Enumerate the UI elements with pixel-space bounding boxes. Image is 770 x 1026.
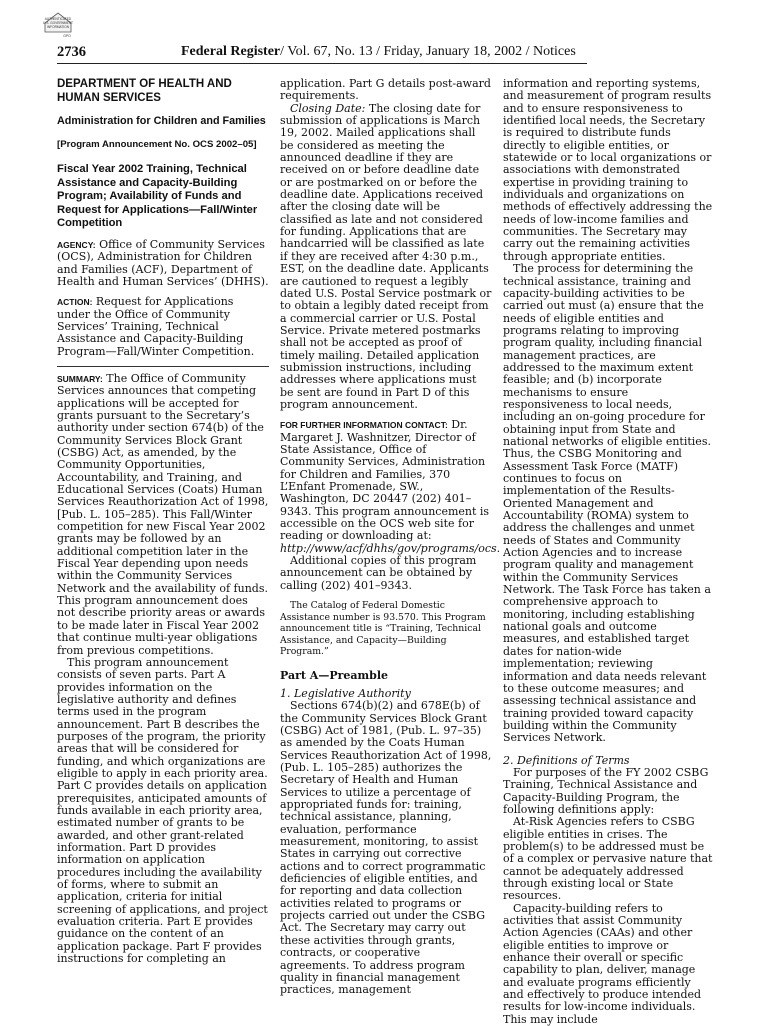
summary-label: SUMMARY: [57, 373, 103, 384]
agency-text: Office of Community Services (OCS), Administration for Children and Families (ACF), Department of Health and Human Services’ (DHHS). [57, 237, 269, 288]
page-header [57, 44, 587, 60]
summary-section [57, 373, 269, 657]
catalog-note: The Catalog of Federal Domestic Assistance number is 93.570. This Program announcement title is “Training, Technical Assistance, and Capacity—Building Program.” [280, 600, 486, 658]
department-heading: DEPARTMENT OF HEALTH AND HUMAN SERVICES [57, 78, 232, 104]
contact-end: . [496, 541, 501, 555]
closing-date-text: The closing date for submission of applications is March 19, 2002. Mailed applications shall be considered as meeting the announced deadline if they are received on or before deadline date or are postmarked on or before the deadline date. Applications received after the closing date will be classified as late and not considered for funding. Applications that are handcarried will be classified as late if they are received after 4:30 p.m., EST, on the deadline date. Applicants are cautioned to request a legibly dated U.S. Postal Service postmark or to obtain a legibly dated receipt from a commercial carrier or U.S. Postal Service. Private metered postmarks shall not be accepted as proof of timely mailing. Detailed application submission instructions, including addresses where applications must be sent are found in Part D of this program announcement. [280, 101, 492, 411]
contact-text: Dr. Margaret J. Washnitzer, Director of State Assistance, Office of Community Services, Administration for Children and Families, 370 L’Enfant Promenade, SW., Washington, DC 20447 (202) 401–9343. This program announcement is accessible on the OCS web site for reading or downloading at: [280, 418, 490, 543]
definition-capacity-building: Capacity-building refers to activities that assist Community Action Agencies (CAAs) and other eligible entities to improve or enhance their overall or specific capability to plan, deliver, manage and evaluate programs efficiently and effectively to produce intended results for low-income individuals. This may include [503, 901, 702, 1026]
column-2 [280, 77, 501, 997]
copies-paragraph: Additional copies of this program announcement can be obtained by calling (202) 401–9343. [280, 554, 477, 592]
definition-at-risk: At-Risk Agencies refers to CSBG eligible entities in crises. The problem(s) to be addressed must be of a complex or pervasive nature that cannot be adequately addressed through existing local or State resources. [503, 815, 713, 903]
column-3 [503, 78, 713, 1026]
svg-text:U.S. GOVERNMENT: U.S. GOVERNMENT [43, 21, 73, 25]
definitions-intro: For purposes of the FY 2002 CSBG Training, Technical Assistance and Capacity-Building Program, the following definitions apply: [503, 765, 709, 816]
action-label: ACTION: [57, 297, 93, 308]
column-1 [57, 78, 269, 965]
header-rule [57, 63, 587, 64]
svg-text:INFORMATION: INFORMATION [46, 25, 70, 29]
legislative-authority-text: Sections 674(b)(2) and 678E(b) of the Community Services Block Grant (CSBG) Act of 1981, (Pub. L. 97–35) as amended by the Coats Human Services Reauthorization Act of 1998, (Pub. L. 105–285) authorizes the Secretary of Health and Human Services to utilize a percentage of appropriated funds for: training, technical assistance, planning, evaluation, performance measurement, monitoring, to assist States in carrying out corrective actions and to correct programmatic deficiencies of eligible entities, and for reporting and data collection activities related to programs or projects carried out under the CSBG Act. The Secretary may carry out these activities through grants, contracts, or cooperative agreements. To address program quality in financial management practices, management [280, 699, 492, 997]
page-number: 2736 [57, 44, 86, 60]
svg-text:GPO: GPO [63, 34, 71, 38]
notice-title: Fiscal Year 2002 Training, Technical Assistance and Capacity-Building Program; Availability of Funds and Request for Applications—Fall/Winter Competition [57, 163, 258, 230]
issue-details: / Vol. 67, No. 13 / Friday, January 18, 2002 / Notices [280, 44, 576, 59]
process-paragraph: The process for determining the technical assistance, training and capacity-building activities to be carried out must (a) ensure that the needs of eligible entities and programs relating to improving program quality, including financial management practices, are addressed to the maximum extent feasible; and (b) incorporate mechanisms to ensure responsiveness to local needs, including an on-going procedure for obtaining input from State and national networks of eligible entities. Thus, the CSBG Monitoring and Assessment Task Force (MATF) continues to focus on implementation of the Results-Oriented Management and Accountability (ROMA) system to address the challenges and unmet needs of States and Community Action Agencies and to increase program quality and management within the Community Services Network. The Task Force has taken a comprehensive approach to monitoring, including establishing national goals and outcome measures, and established target dates for nation-wide implementation; reviewing information and data needs relevant to these outcome measures; and assessing technical assistance and training provided toward capacity building within the Community Services Network. [503, 262, 711, 745]
gpo-authentication-seal [39, 10, 77, 40]
section-divider [57, 366, 269, 367]
continued-paragraph-3: information and reporting systems, and measurement of program results and to ensure responsiveness to identified local needs, the Secretary is required to distribute funds directly to eligible entities, or statewide or to local organizations or associations with demonstrated expertise in providing training to individuals and organizations on methods of effectively addressing the needs of low-income families and communities. The Secretary may carry out the remaining activities through appropriate entities. [503, 77, 713, 263]
action-text: Request for Applications under the Office of Community Services’ Training, Technical Assistance and Capacity-Building Program—Fall/Winter Competition. [57, 295, 255, 358]
legislative-authority-heading: 1. Legislative Authority [280, 686, 411, 700]
running-head [181, 44, 576, 60]
parts-paragraph: This program announcement consists of seven parts. Part A provides information on the legislative authority and defines terms used in the program announcement. Part B describes the purposes of the program, the priority areas that will be considered for funding, and which organizations are eligible to apply in each priority area. Part C provides details on application prerequisites, anticipated amounts of funds available in each priority area, estimated number of grants to be awarded, and other grant-related information. Part D provides information on application procedures including the availability of forms, where to submit an application, criteria for initial screening of applications, and project evaluation criteria. Part E provides guidance on the content of an application package. Part F provides instructions for completing an [57, 655, 268, 966]
agency-label: AGENCY: [57, 239, 96, 250]
agency-section [57, 239, 269, 288]
publication-name: Federal Register [181, 44, 281, 59]
ocs-website-link[interactable]: http://www/acf/dhhs/gov/programs/ocs [280, 541, 497, 555]
closing-date-label: Closing Date: [290, 101, 366, 115]
svg-text:AUTHENTICATED: AUTHENTICATED [44, 17, 72, 21]
closing-date-section [280, 103, 492, 412]
contact-section [280, 418, 501, 555]
agency-heading: Administration for Children and Families [57, 115, 266, 127]
part-a-heading: Part A—Preamble [280, 668, 389, 682]
contact-label: FOR FURTHER INFORMATION CONTACT: [280, 420, 448, 431]
program-number: [Program Announcement No. OCS 2002–05] [57, 139, 257, 150]
definitions-heading: 2. Definitions of Terms [503, 753, 630, 767]
continued-paragraph: application. Part G details post-award requirements. [280, 77, 491, 103]
summary-text: The Office of Community Services announces that competing applications will be accepted for grants pursuant to the Secretary’s authority under section 674(b) of the Community Services Block Grant (CSBG) Act, as amended, by the Community Opportunities, Accountability, and Training, and Educational Services (Coats) Human Services Reauthorization Act of 1998, [Pub. L. 105–285). This Fall/Winter competition for new Fiscal Year 2002 grants may be followed by an additional competition later in the Fiscal Year depending upon needs within the Community Services Network and the availability of funds. This program announcement does not describe priority areas or awards to be made later in Fiscal Year 2002 that continue multi-year obligations from previous competitions. [57, 371, 269, 657]
action-section [57, 296, 269, 358]
